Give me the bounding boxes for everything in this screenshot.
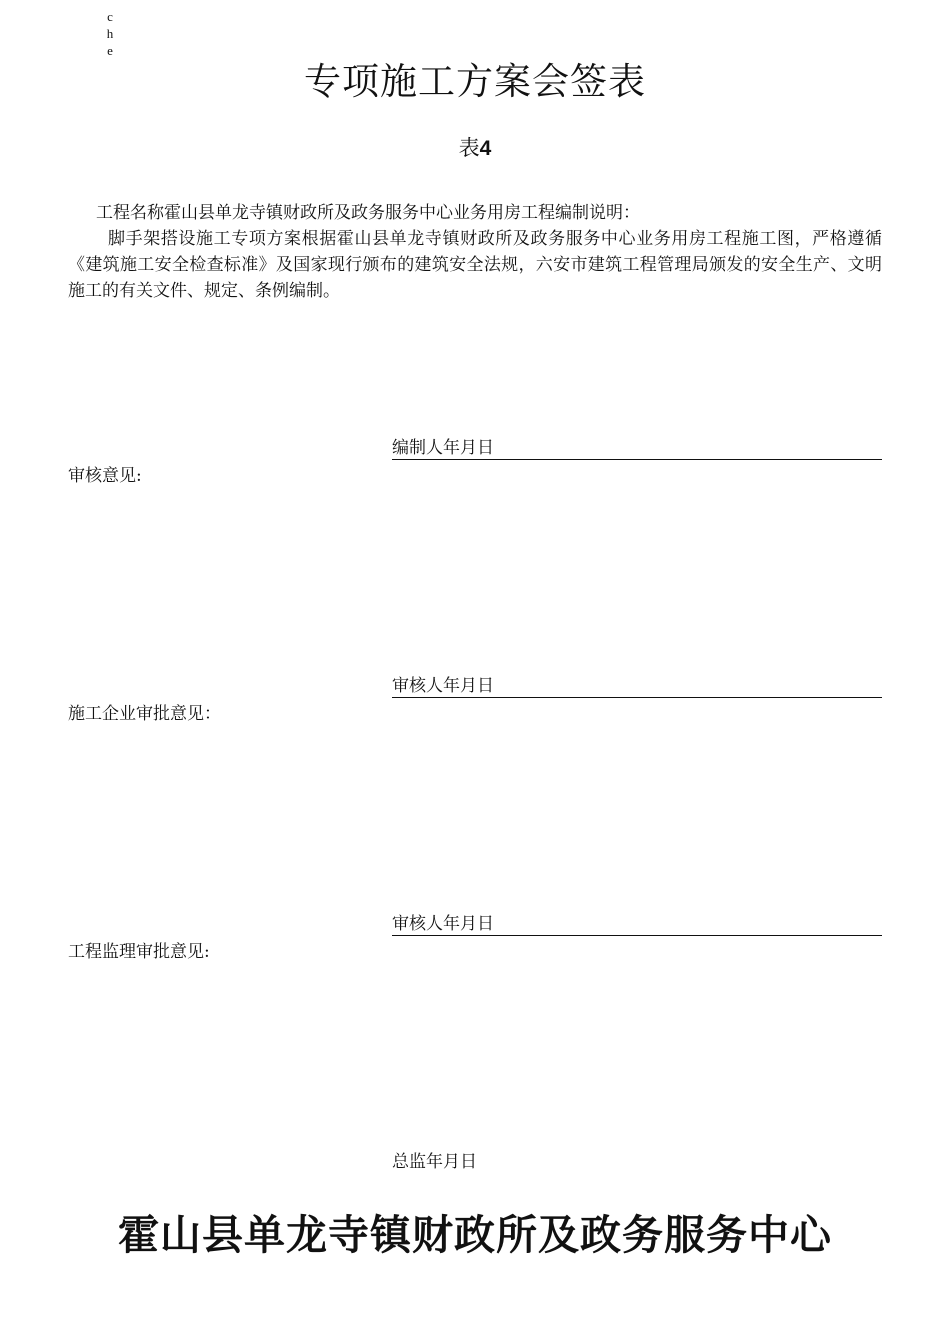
table-prefix: 表	[458, 136, 480, 160]
document-title: 专项施工方案会签表	[304, 60, 646, 103]
corner-letter: h	[106, 26, 114, 41]
compiler-signature-line: 编制人年月日	[392, 437, 882, 460]
project-name-line: 工程名称霍山县单龙寺镇财政所及政务服务中心业务用房工程编制说明：	[96, 203, 640, 223]
contractor-approval-label: 施工企业审批意见：	[68, 704, 221, 724]
table-number-value: 4	[479, 137, 492, 160]
table-number	[0, 134, 950, 163]
description-paragraph: 脚手架搭设施工专项方案根据霍山县单龙寺镇财政所及政务服务中心业务用房工程施工图，严格遵循《建筑施工安全检查标准》及国家现行颁布的建筑安全法规，六安市建筑工程管理局颁发的安全生产、文明施工的有关文件、规定、条例编制。	[68, 229, 882, 301]
footer-project-name: 霍山县单龙寺镇财政所及政务服务中心	[118, 1211, 832, 1259]
corner-mark	[104, 8, 116, 59]
chief-supervisor-signature-line: 总监年月日	[392, 1152, 477, 1172]
corner-letter: e	[107, 43, 113, 58]
corner-letter: c	[107, 9, 113, 24]
supervision-approval-label: 工程监理审批意见:	[68, 942, 210, 962]
contractor-signature-line: 审核人年月日	[392, 913, 882, 936]
intro-section	[68, 200, 882, 304]
review-opinion-label: 审核意见:	[68, 466, 142, 486]
reviewer-signature-line: 审核人年月日	[392, 675, 882, 698]
